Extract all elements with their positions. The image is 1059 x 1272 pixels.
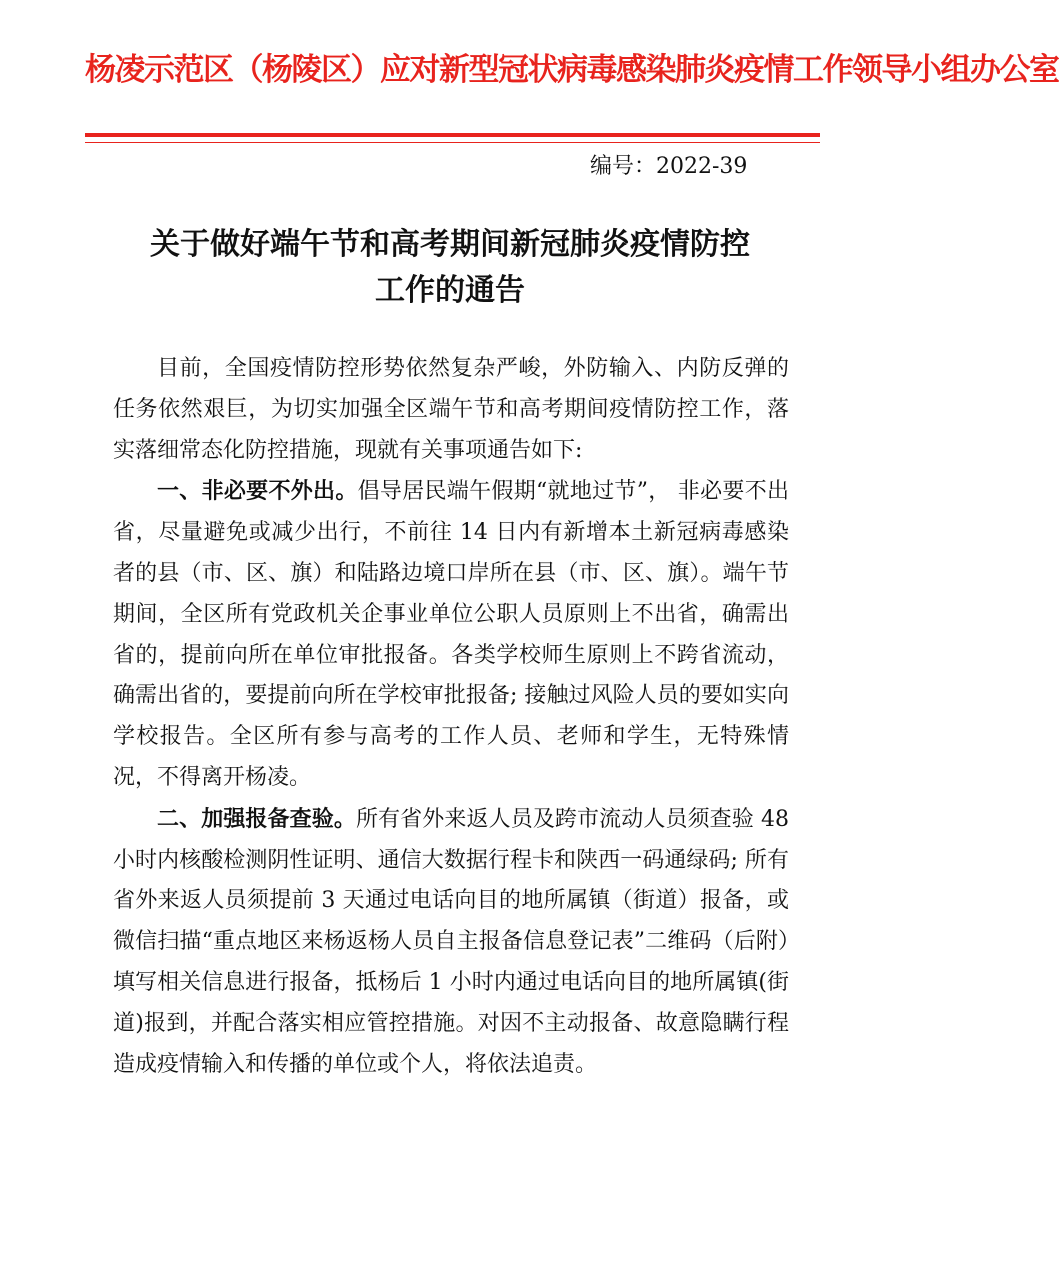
section-text-2: 所有省外来返人员及跨市流动人员须查验 48 小时内核酸检测阴性证明、通信大数据行程卡和陕西一码通绿码; 所有省外来返人员须提前 3 天通过电话向目的地所属镇（街道）报备，或微信扫描“重点地区来杨返杨人员自主报备信息登记表”二维码（后附）填写相关信息进行报备，抵杨后 1 小时内通过电话向目的地所属镇(街道)报到，并配合落实相应管控措施。对因不主动报备、故意隐瞒行程造成疫情输入和传播的单位或个人，将依法追责。 (113, 806, 789, 1077)
section-paragraph-2 (113, 799, 789, 1086)
notice-body (113, 349, 789, 1085)
masthead-rule-thick (85, 133, 820, 137)
masthead-rule-thin (85, 142, 820, 143)
intro-paragraph: 目前，全国疫情防控形势依然复杂严峻，外防输入、内防反弹的任务依然艰巨，为切实加强全区端午节和高考期间疫情防控工作，落实落细常态化防控措施，现就有关事项通告如下: (113, 356, 789, 463)
section-paragraph-1 (113, 471, 789, 798)
notice-title-line-1: 关于做好端午节和高考期间新冠肺炎疫情防控 (150, 227, 750, 262)
notice-title-line-2: 工作的通告 (375, 273, 525, 308)
section-text-1: 倡导居民端午假期“就地过节”， 非必要不出省，尽量避免或减少出行，不前往 14 日内有新增本土新冠病毒感染者的县（市、区、旗）和陆路边境口岸所在县（市、区、旗）。端午节期间，全区所有党政机关企事业单位公职人员原则上不出省，确需出省的，提前向所在单位审批报备。各类学校师生原则上不跨省流动，确需出省的，要提前向所在学校审批报备; 接触过风险人员的要如实向学校报告。全区所有参与高考的工作人员、老师和学生，无特殊情况，不得离开杨凌。 (113, 479, 789, 790)
section-heading-2: 二、加强报备查验。 (157, 805, 356, 832)
section-heading-1: 一、非必要不外出。 (157, 478, 358, 505)
notice-title (100, 222, 800, 314)
issuer-masthead: 杨凌示范区（杨陵区）应对新型冠状病毒感染肺炎疫情工作领导小组办公室 (85, 52, 1059, 88)
document-number: 编号：2022-39 (590, 154, 748, 179)
